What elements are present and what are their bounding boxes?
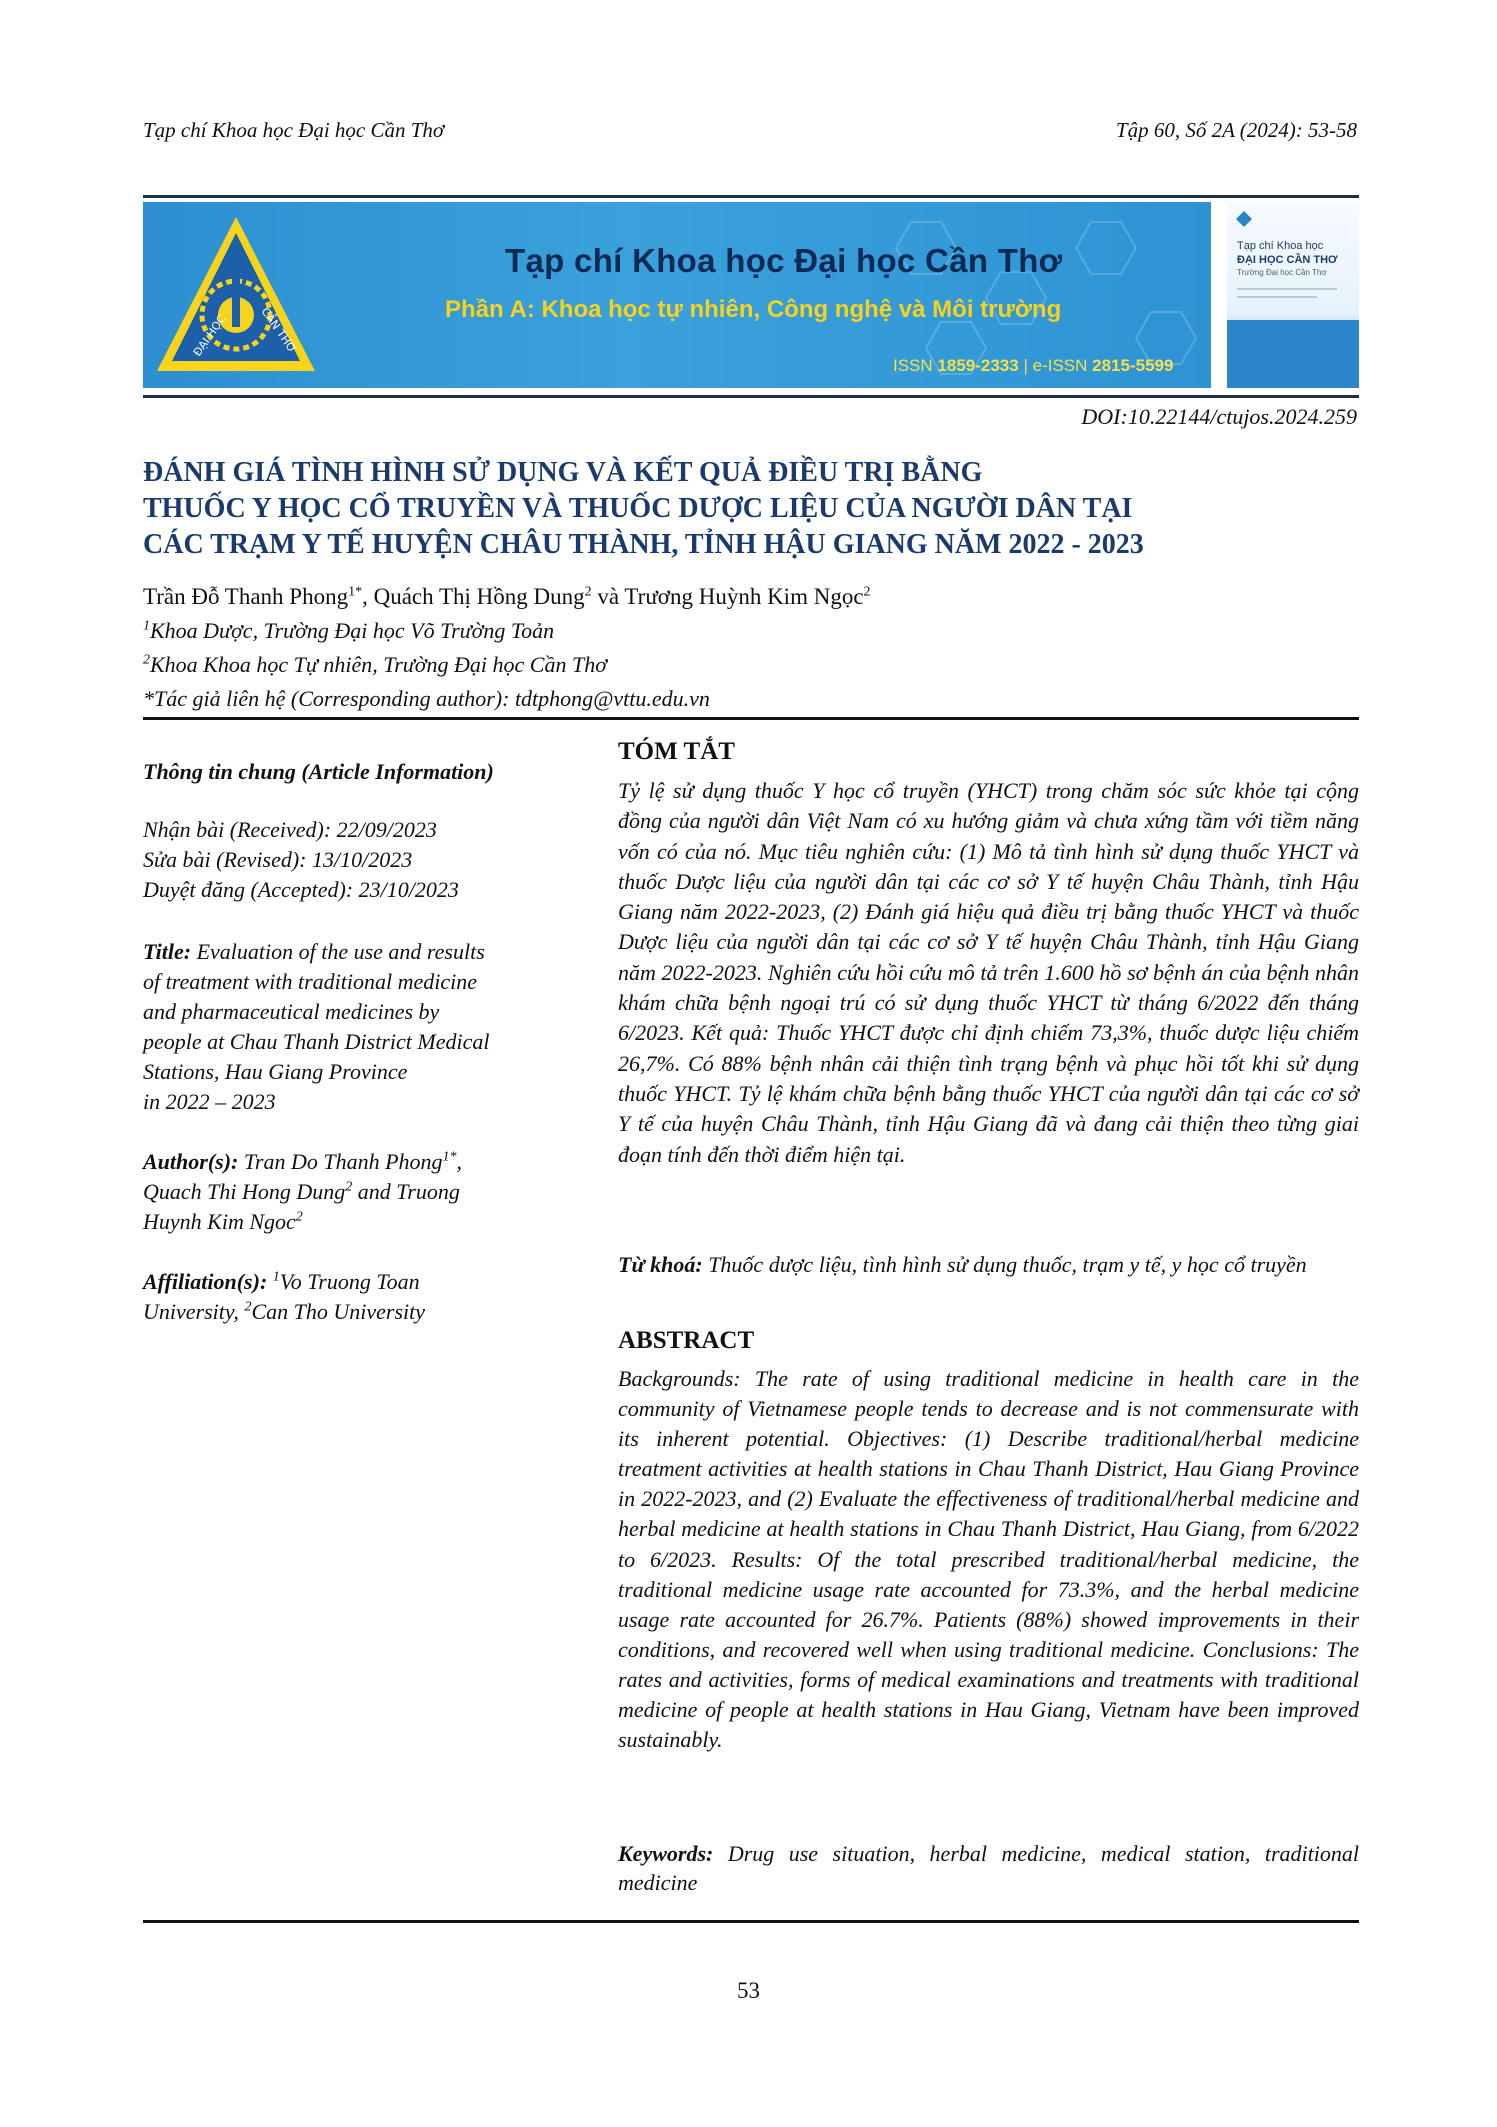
cover-line-2: ĐẠI HỌC CẦN THƠ bbox=[1237, 254, 1338, 266]
tom-tat-heading: TÓM TẮT bbox=[618, 738, 735, 765]
author-sup: 1* bbox=[348, 584, 363, 600]
author-sup: 2 bbox=[584, 584, 592, 600]
keywords-label: Từ khoá: bbox=[618, 1252, 703, 1277]
running-header-left: Tạp chí Khoa học Đại học Cần Thơ bbox=[143, 118, 445, 142]
abstract-heading: ABSTRACT bbox=[618, 1327, 755, 1354]
article-info-heading: Thông tin chung (Article Information) bbox=[143, 759, 494, 784]
author-en: Quach Thi Hong Dung bbox=[143, 1179, 346, 1204]
affiliation-2 bbox=[143, 652, 607, 678]
banner-subtitle: Phần A: Khoa học tự nhiên, Công nghệ và Môi trường bbox=[445, 296, 1062, 323]
aff-sup: 2 bbox=[143, 652, 150, 668]
author-list bbox=[143, 584, 871, 610]
running-header-right: Tập 60, Số 2A (2024): 53-58 bbox=[1115, 118, 1357, 142]
issn-value: 1859-2333 bbox=[937, 356, 1019, 375]
received-date: Nhận bài (Received): 22/09/2023 bbox=[143, 817, 437, 842]
aff-sup: 1 bbox=[143, 618, 150, 634]
keywords-label: Keywords: bbox=[618, 1841, 714, 1866]
english-title bbox=[143, 937, 573, 1117]
title-line: Stations, Hau Giang Province bbox=[143, 1059, 408, 1084]
abstract-body: Backgrounds: The rate of using traditional medicine in health care in the community of Vietnamese people tends to decrease and is not commensurate with its inherent potential. Objectives: (1) Describe traditional/herbal medicine treatment activities at health stations in Chau Thanh District, Hau Giang Province in 2022-2023, and (2) Evaluate the effectiveness of traditional/herbal medicine and herbal medicine at health stations in Chau Thanh District, Hau Giang, from 6/2022 to 6/2023. Results: Of the total prescribed traditional/herbal medicine, the traditional medicine usage rate accounted for 73.3%, and the herbal medicine usage rate accounted for 26.7%. Patients (88%) showed improvements in their conditions, and recovered well when using traditional medicine. Conclusions: The rates and activities, forms of medical examinations and treatments with traditional medicine of people at health stations in Hau Giang, Vietnam have been improved sustainably. bbox=[618, 1366, 1359, 1753]
accepted-date: Duyệt đăng (Accepted): 23/10/2023 bbox=[143, 877, 459, 902]
title-line: in 2022 – 2023 bbox=[143, 1089, 276, 1114]
article-title bbox=[143, 455, 1363, 563]
author-en: and Truong bbox=[352, 1179, 460, 1204]
corresponding-author: *Tác giả liên hệ (Corresponding author): tdtphong@vttu.edu.vn bbox=[143, 686, 710, 711]
title-label: Title: bbox=[143, 939, 192, 964]
aff-text: Khoa Dược, Trường Đại học Võ Trường Toản bbox=[150, 618, 555, 643]
banner-issn bbox=[893, 356, 1173, 376]
author-en: Huynh Kim Ngoc bbox=[143, 1209, 296, 1234]
author-name: và Trương Huỳnh Kim Ngọc bbox=[591, 584, 864, 609]
author-en-punct: , bbox=[456, 1149, 463, 1174]
affil-text: Can Tho University bbox=[251, 1299, 425, 1324]
title-line: Evaluation of the use and results bbox=[191, 939, 485, 964]
article-title-line: THUỐC Y HỌC CỔ TRUYỀN VÀ THUỐC DƯỢC LIỆU CỦA NGƯỜI DÂN TẠI bbox=[143, 493, 1133, 524]
doi: DOI:10.22144/ctujos.2024.259 bbox=[1081, 404, 1357, 429]
affiliation-1 bbox=[143, 618, 554, 644]
divider-bottom bbox=[143, 1920, 1359, 1923]
article-title-line: ĐÁNH GIÁ TÌNH HÌNH SỬ DỤNG VÀ KẾT QUẢ ĐIỀU TRỊ BẰNG bbox=[143, 457, 983, 488]
eissn-label: | e-ISSN bbox=[1023, 356, 1088, 375]
affil-sup: 1 bbox=[272, 1269, 280, 1285]
banner-title: Tạp chí Khoa học Đại học Cần Thơ bbox=[505, 242, 1063, 279]
journal-cover-thumbnail bbox=[1227, 202, 1359, 388]
abstract-keywords bbox=[618, 1839, 1359, 1897]
page-number: 53 bbox=[737, 1978, 760, 2003]
eissn-value: 2815-5599 bbox=[1092, 356, 1174, 375]
author-en-sup: 2 bbox=[345, 1179, 353, 1195]
banner-blue-panel bbox=[143, 202, 1211, 388]
author-name: Trần Đỗ Thanh Phong bbox=[143, 584, 349, 609]
english-authors bbox=[143, 1147, 573, 1237]
affil-label: Affiliation(s): bbox=[143, 1269, 268, 1294]
revised-date: Sửa bài (Revised): 13/10/2023 bbox=[143, 847, 413, 872]
author-en: Tran Do Thanh Phong bbox=[238, 1149, 443, 1174]
journal-banner bbox=[143, 195, 1359, 398]
cover-blue-band bbox=[1227, 320, 1359, 388]
affil-sup: 2 bbox=[244, 1299, 252, 1315]
affil-text: University, bbox=[143, 1299, 245, 1324]
authors-label: Author(s): bbox=[143, 1149, 239, 1174]
cover-divider bbox=[1237, 288, 1337, 290]
keywords-text: Drug use situation, herbal medicine, medical station, traditional medicine bbox=[618, 1841, 1359, 1895]
title-line: people at Chau Thanh District Medical bbox=[143, 1029, 490, 1054]
article-dates bbox=[143, 815, 573, 905]
cover-logo-icon bbox=[1235, 210, 1253, 228]
divider-top bbox=[143, 717, 1359, 720]
tom-tat-keywords bbox=[618, 1250, 1359, 1279]
author-en-sup: 2 bbox=[295, 1209, 303, 1225]
cover-line-1: Tạp chí Khoa học bbox=[1237, 240, 1324, 252]
author-sup: 2 bbox=[863, 584, 871, 600]
title-line: and pharmaceutical medicines by bbox=[143, 999, 440, 1024]
title-line: of treatment with traditional medicine bbox=[143, 969, 478, 994]
svg-text:ĐẠI HỌC: ĐẠI HỌC bbox=[190, 312, 229, 359]
affil-text: Vo Truong Toan bbox=[279, 1269, 420, 1294]
issn-label: ISSN bbox=[893, 356, 933, 375]
cover-line-3: Trường Đại học Cần Thơ bbox=[1237, 268, 1327, 277]
author-name: , Quách Thị Hồng Dung bbox=[362, 584, 585, 609]
aff-text: Khoa Khoa học Tự nhiên, Trường Đại học Cần Thơ bbox=[150, 652, 607, 677]
english-affiliations bbox=[143, 1267, 573, 1327]
article-title-line: CÁC TRẠM Y TẾ HUYỆN CHÂU THÀNH, TỈNH HẬU GIANG NĂM 2022 - 2023 bbox=[143, 529, 1144, 560]
svg-text:CẦN THƠ: CẦN THƠ bbox=[258, 305, 299, 356]
author-en-sup: 1* bbox=[442, 1149, 457, 1165]
cover-divider bbox=[1237, 296, 1317, 298]
tom-tat-body: Tỷ lệ sử dụng thuốc Y học cổ truyền (YHCT) trong chăm sóc sức khỏe tại cộng đồng của người dân Việt Nam có xu hướng giảm và chưa xứng tầm với tiềm năng vốn có của nó. Mục tiêu nghiên cứu: (1) Mô tả tình hình sử dụng thuốc YHCT và thuốc Dược liệu của người dân tại các cơ sở Y tế huyện Châu Thành, tỉnh Hậu Giang năm 2022-2023, (2) Đánh giá hiệu quả điều trị bằng thuốc YHCT và thuốc Dược liệu của người dân tại các cơ sở Y tế huyện Châu Thành, tỉnh Hậu Giang năm 2022-2023. Nghiên cứu hồi cứu mô tả trên 1.600 hồ sơ bệnh án của bệnh nhân khám chữa bệnh ngoại trú có sử dụng thuốc YHCT từ tháng 6/2022 đến tháng 6/2023. Kết quả: Thuốc YHCT được chỉ định chiếm 73,3%, thuốc dược liệu chiếm 26,7%. Có 88% bệnh nhân cải thiện tình trạng bệnh và phục hồi tốt khi sử dụng thuốc YHCT. Tỷ lệ khám chữa bệnh bằng thuốc YHCT của người dân tại các cơ sở Y tế của huyện Châu Thành, tỉnh Hậu Giang đã và đang cải thiện theo từng giai đoạn tính đến thời điểm hiện tại. bbox=[618, 778, 1359, 1167]
keywords-text: Thuốc dược liệu, tình hình sử dụng thuốc, trạm y tế, y học cổ truyền bbox=[702, 1252, 1307, 1277]
university-logo bbox=[151, 211, 321, 379]
